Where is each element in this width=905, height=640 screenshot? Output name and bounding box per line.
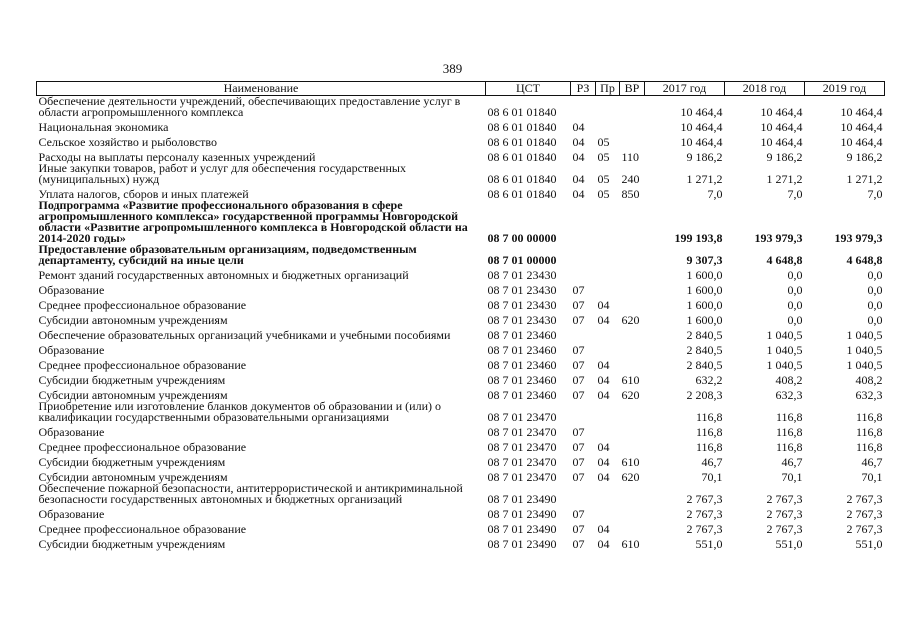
cell-rz: 04 [572,172,585,186]
table-row [37,401,885,423]
header-2019: 2019 год [805,82,885,96]
cell-rz: 07 [572,522,585,536]
header-2018: 2018 год [725,82,805,96]
cell-vr [620,483,645,505]
table-row [37,535,885,550]
table-row [37,453,885,468]
cell-vr [620,118,645,133]
cell-pr: 05 [597,187,610,201]
cell-rz [571,401,596,423]
table-body [37,96,885,551]
cell-2019: 0,0 [867,298,883,312]
cell-vr [620,326,645,341]
cell-cst: 08 7 01 23490 [487,492,557,506]
cell-2019: 193 979,3 [834,231,883,245]
budget-table [36,81,885,550]
cell-name: Среднее профессиональное образование [38,522,247,536]
cell-2017: 9 186,2 [686,150,723,164]
cell-2019: 0,0 [867,268,883,282]
cell-name: Ремонт зданий государственных автономных и бюджетных организаций [38,268,409,282]
cell-2017: 46,7 [701,455,723,469]
cell-2017: 1 600,0 [686,298,723,312]
cell-pr: 04 [597,373,610,387]
cell-2017: 9 307,3 [686,253,723,267]
cell-2018: 408,2 [775,373,803,387]
cell-cst: 08 7 01 23430 [487,298,557,312]
header-rz: РЗ [571,82,596,96]
cell-pr: 04 [597,440,610,454]
cell-2019: 2 767,3 [846,492,883,506]
cell-vr: 620 [621,313,640,327]
cell-rz: 07 [572,537,585,551]
cell-cst: 08 7 01 23430 [487,313,557,327]
cell-name: Подпрограмма «Развитие профессионального образования в сфере агропромышленного комплекса» государственной программы Новгородской области «Развитие агропромышленного комплекса в Новгородской области на 2014-2020 годы» [38,198,468,245]
cell-name: Среднее профессиональное образование [38,358,247,372]
cell-rz: 07 [572,298,585,312]
cell-name: Образование [38,425,105,439]
cell-2017: 632,2 [695,373,723,387]
cell-2018: 632,3 [775,388,803,402]
cell-vr [620,356,645,371]
cell-2018: 10 464,4 [760,120,803,134]
cell-pr: 04 [597,388,610,402]
cell-2017: 199 193,8 [674,231,723,245]
cell-2017: 551,0 [695,537,723,551]
cell-name: Предоставление образовательным организациям, подведомственным департаменту, субсидий на иные цели [38,242,417,267]
cell-2018: 116,8 [775,440,803,454]
cell-cst: 08 7 01 23430 [487,283,557,297]
header-2017: 2017 год [645,82,725,96]
cell-pr [596,266,620,281]
cell-name: Субсидии автономным учреждениям [38,388,228,402]
cell-2019: 9 186,2 [846,150,883,164]
cell-vr [620,401,645,423]
cell-2017: 2 767,3 [686,492,723,506]
cell-vr: 240 [621,172,640,186]
cell-2017: 7,0 [707,187,723,201]
cell-2017: 2 840,5 [686,343,723,357]
cell-2019: 1 271,2 [846,172,883,186]
cell-2017: 2 767,3 [686,522,723,536]
cell-vr [620,341,645,356]
cell-2019: 1 040,5 [846,328,883,342]
cell-name: Приобретение или изготовление бланков документов об образовании и (или) о квалификации государственными образовательными организациями [38,399,441,424]
cell-2018: 1 040,5 [766,328,803,342]
cell-cst: 08 6 01 01840 [487,135,557,149]
table-row [37,423,885,438]
cell-vr [620,438,645,453]
cell-2018: 116,8 [775,425,803,439]
cell-2018: 2 767,3 [766,507,803,521]
cell-name: Субсидии бюджетным учреждениям [38,455,226,469]
cell-name: Обеспечение деятельности учреждений, обеспечивающих предоставление услуг в области агропромышленного комплекса [38,94,461,119]
cell-vr [620,96,645,119]
cell-vr [620,266,645,281]
cell-2017: 116,8 [695,410,723,424]
cell-rz: 04 [572,120,585,134]
table-row [37,118,885,133]
cell-rz [571,244,596,266]
cell-cst: 08 6 01 01840 [487,120,557,134]
cell-rz: 07 [572,313,585,327]
cell-cst: 08 7 01 23430 [487,268,557,282]
cell-pr [596,326,620,341]
cell-2018: 7,0 [787,187,803,201]
cell-name: Субсидии бюджетным учреждениям [38,537,226,551]
cell-cst: 08 7 01 23470 [487,410,557,424]
table-row [37,326,885,341]
table-row [37,133,885,148]
cell-pr [596,401,620,423]
table-row [37,96,885,119]
cell-cst: 08 7 01 23470 [487,425,557,439]
table-row [37,483,885,505]
cell-vr: 610 [621,537,640,551]
cell-cst: 08 7 01 23490 [487,537,557,551]
cell-2019: 116,8 [855,440,883,454]
cell-2017: 70,1 [701,470,723,484]
cell-2019: 10 464,4 [840,135,883,149]
cell-name: Образование [38,343,105,357]
page-number: 389 [442,61,463,76]
cell-2018: 0,0 [787,298,803,312]
table-row [37,311,885,326]
header-pr: Пр [596,82,620,96]
cell-2017: 1 600,0 [686,268,723,282]
table-row [37,356,885,371]
cell-name: Иные закупки товаров, работ и услуг для обеспечения государственных (муниципальных) нужд [38,161,406,186]
cell-2017: 2 208,3 [686,388,723,402]
cell-2018: 0,0 [787,313,803,327]
cell-cst: 08 7 01 23470 [487,470,557,484]
cell-2019: 116,8 [855,425,883,439]
cell-cst: 08 6 01 01840 [487,105,557,119]
cell-2019: 116,8 [855,410,883,424]
table-row [37,505,885,520]
cell-vr: 620 [621,470,640,484]
cell-2019: 1 040,5 [846,343,883,357]
cell-vr: 610 [621,373,640,387]
cell-2019: 408,2 [855,373,883,387]
cell-name: Субсидии бюджетным учреждениям [38,373,226,387]
cell-pr [596,118,620,133]
cell-2017: 2 767,3 [686,507,723,521]
cell-name: Сельское хозяйство и рыболовство [38,135,218,149]
cell-pr [596,96,620,119]
cell-2019: 632,3 [855,388,883,402]
cell-vr: 620 [621,388,640,402]
cell-name: Обеспечение пожарной безопасности, антитеррористической и антикриминальной безопасности государственных автономных и бюджетных организаций [38,481,463,506]
cell-cst: 08 7 01 23460 [487,343,557,357]
cell-rz [571,96,596,119]
cell-pr [596,200,620,244]
cell-rz [571,266,596,281]
cell-name: Субсидии автономным учреждениям [38,470,228,484]
cell-rz: 04 [572,187,585,201]
cell-vr [620,281,645,296]
cell-name: Национальная экономика [38,120,169,134]
cell-rz: 07 [572,440,585,454]
cell-2019: 4 648,8 [846,253,883,267]
cell-2018: 0,0 [787,283,803,297]
cell-rz [571,200,596,244]
cell-2019: 70,1 [861,470,883,484]
cell-2018: 2 767,3 [766,522,803,536]
cell-rz: 07 [572,425,585,439]
cell-cst: 08 6 01 01840 [487,172,557,186]
cell-cst: 08 7 01 23490 [487,522,557,536]
table-row [37,266,885,281]
cell-vr [620,505,645,520]
cell-cst: 08 7 01 23460 [487,358,557,372]
table-row [37,200,885,244]
cell-2017: 1 600,0 [686,283,723,297]
cell-2017: 116,8 [695,425,723,439]
cell-pr [596,281,620,296]
table-row [37,520,885,535]
cell-pr [596,505,620,520]
cell-vr [620,423,645,438]
cell-rz: 07 [572,358,585,372]
cell-2019: 7,0 [867,187,883,201]
cell-2018: 70,1 [781,470,803,484]
cell-2018: 193 979,3 [754,231,803,245]
cell-2018: 1 040,5 [766,358,803,372]
cell-2018: 46,7 [781,455,803,469]
cell-2019: 0,0 [867,283,883,297]
cell-2019: 10 464,4 [840,105,883,119]
cell-2018: 1 271,2 [766,172,803,186]
cell-cst: 08 6 01 01840 [487,187,557,201]
cell-name: Расходы на выплаты персоналу казенных учреждений [38,150,316,164]
cell-2017: 10 464,4 [680,120,723,134]
cell-2019: 0,0 [867,313,883,327]
cell-rz: 07 [572,373,585,387]
cell-2018: 10 464,4 [760,135,803,149]
cell-2017: 1 600,0 [686,313,723,327]
cell-pr: 04 [597,455,610,469]
cell-rz [571,483,596,505]
cell-cst: 08 7 00 00000 [487,231,557,245]
cell-name: Среднее профессиональное образование [38,440,247,454]
cell-vr [620,296,645,311]
cell-rz: 07 [572,283,585,297]
header-name: Наименование [37,82,486,96]
cell-2017: 1 271,2 [686,172,723,186]
cell-cst: 08 7 01 23490 [487,507,557,521]
cell-2017: 10 464,4 [680,135,723,149]
cell-pr: 05 [597,150,610,164]
cell-vr [620,200,645,244]
cell-rz: 07 [572,343,585,357]
cell-rz [571,326,596,341]
cell-2018: 1 040,5 [766,343,803,357]
cell-pr [596,341,620,356]
cell-name: Образование [38,283,105,297]
cell-pr [596,423,620,438]
cell-pr: 05 [597,172,610,186]
cell-pr: 04 [597,298,610,312]
header-vr: ВР [620,82,645,96]
cell-cst: 08 7 01 23470 [487,455,557,469]
cell-pr: 04 [597,358,610,372]
cell-2018: 10 464,4 [760,105,803,119]
cell-2018: 9 186,2 [766,150,803,164]
cell-name: Образование [38,507,105,521]
cell-2017: 2 840,5 [686,328,723,342]
cell-2018: 0,0 [787,268,803,282]
table-row [37,244,885,266]
cell-2017: 2 840,5 [686,358,723,372]
cell-rz: 07 [572,507,585,521]
cell-pr [596,483,620,505]
cell-2019: 46,7 [861,455,883,469]
cell-rz: 07 [572,455,585,469]
cell-2018: 551,0 [775,537,803,551]
table-row [37,281,885,296]
cell-cst: 08 7 01 23460 [487,328,557,342]
table-row [37,438,885,453]
cell-vr [620,133,645,148]
cell-vr [620,244,645,266]
cell-name: Субсидии автономным учреждениям [38,313,228,327]
cell-name: Среднее профессиональное образование [38,298,247,312]
cell-2019: 2 767,3 [846,507,883,521]
cell-rz: 04 [572,135,585,149]
cell-name: Уплата налогов, сборов и иных платежей [38,187,249,201]
cell-2019: 551,0 [855,537,883,551]
table-row [37,341,885,356]
table-row [37,371,885,386]
cell-cst: 08 7 01 23460 [487,373,557,387]
cell-cst: 08 7 01 23460 [487,388,557,402]
cell-rz: 04 [572,150,585,164]
cell-rz: 07 [572,388,585,402]
cell-pr: 04 [597,537,610,551]
table-row [37,296,885,311]
header-cst: ЦСТ [486,82,571,96]
cell-name: Обеспечение образовательных организаций учебниками и учебными пособиями [38,328,451,342]
cell-2018: 116,8 [775,410,803,424]
cell-pr: 04 [597,313,610,327]
cell-vr [620,520,645,535]
cell-pr: 05 [597,135,610,149]
cell-2019: 1 040,5 [846,358,883,372]
cell-cst: 08 6 01 01840 [487,150,557,164]
cell-2019: 10 464,4 [840,120,883,134]
cell-2019: 2 767,3 [846,522,883,536]
cell-pr: 04 [597,522,610,536]
cell-pr [596,244,620,266]
cell-2017: 116,8 [695,440,723,454]
table-row [37,163,885,185]
cell-cst: 08 7 01 00000 [487,253,557,267]
cell-2018: 4 648,8 [766,253,803,267]
cell-rz: 07 [572,470,585,484]
cell-2017: 10 464,4 [680,105,723,119]
cell-vr: 110 [621,150,640,164]
cell-2018: 2 767,3 [766,492,803,506]
cell-pr: 04 [597,470,610,484]
cell-vr: 850 [621,187,640,201]
cell-cst: 08 7 01 23470 [487,440,557,454]
cell-vr: 610 [621,455,640,469]
